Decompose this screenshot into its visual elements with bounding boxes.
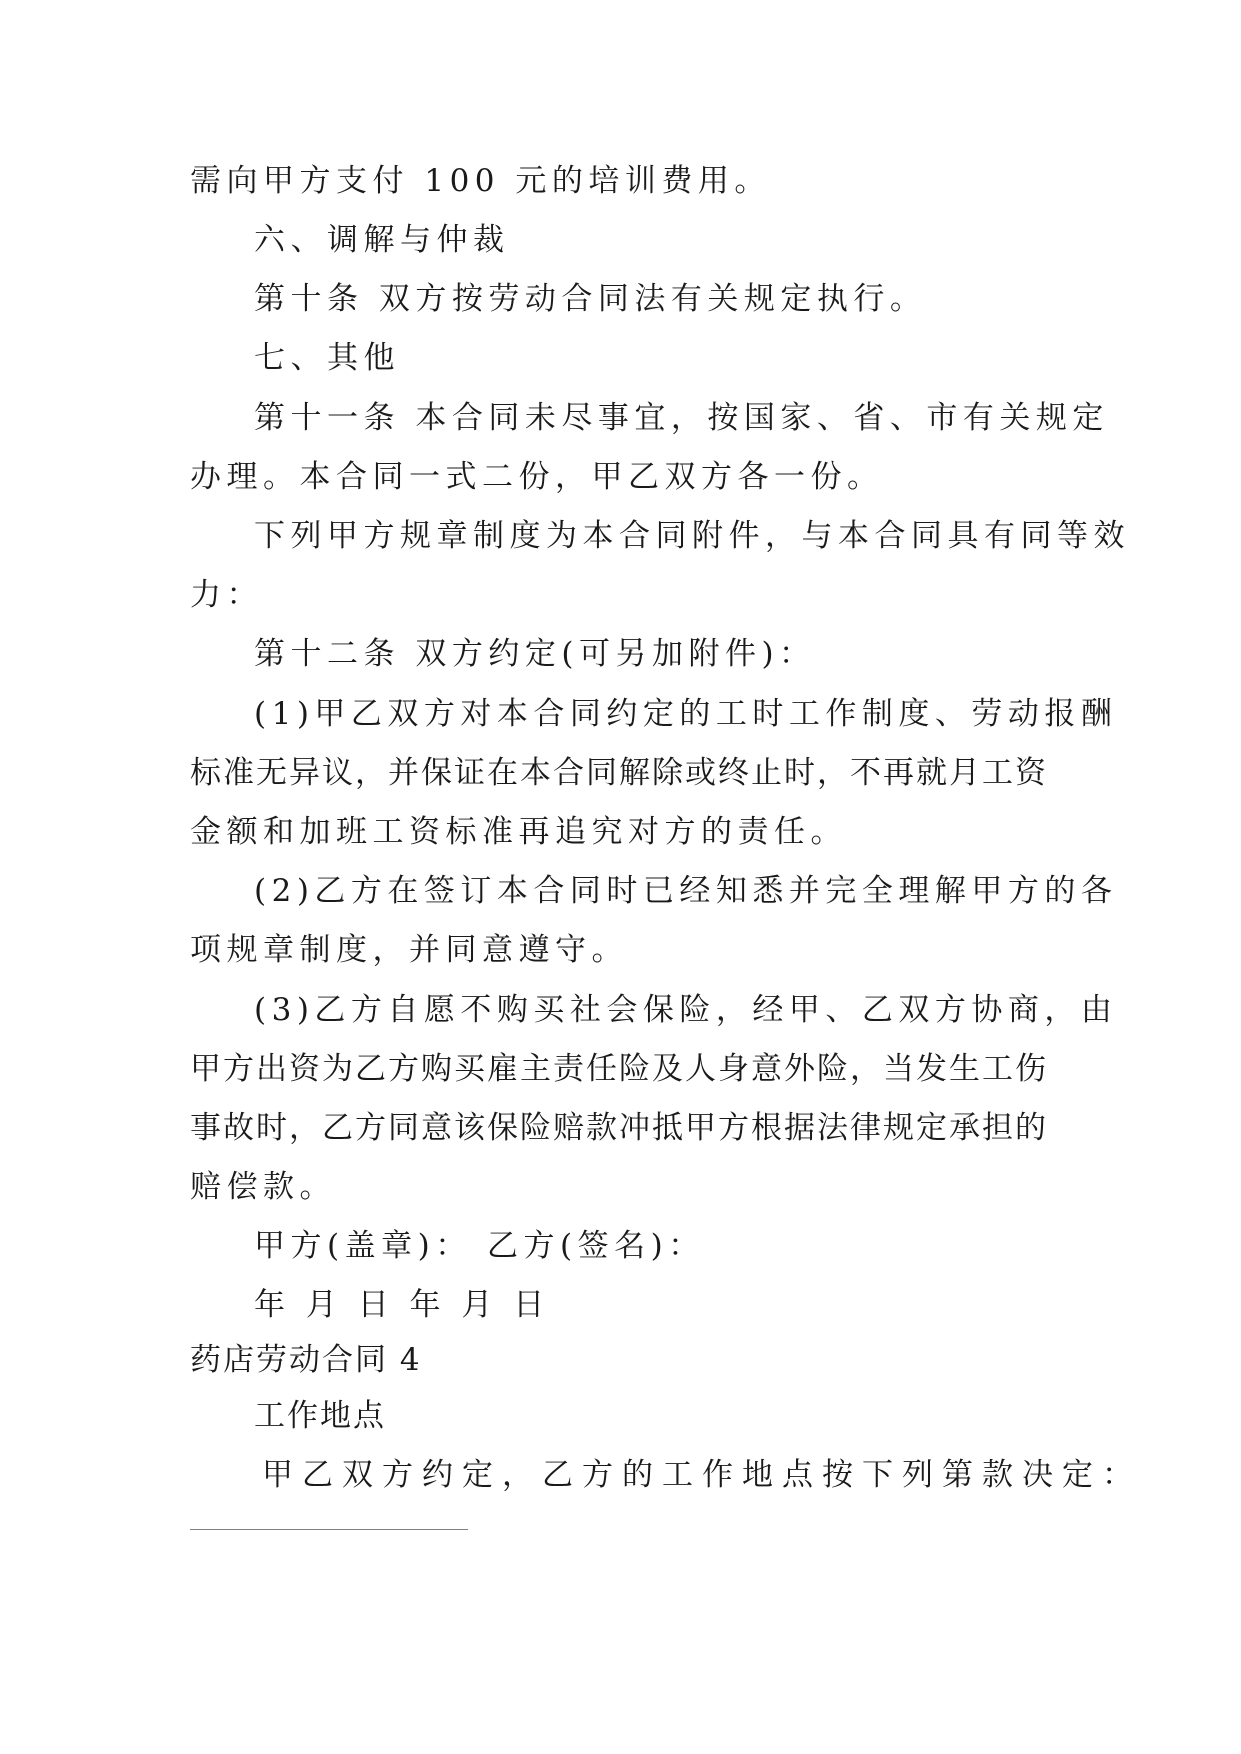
article-12: 第十二条 双方约定(可另加附件)： — [254, 636, 816, 672]
clause-3-line-2: 甲方出资为乙方购买雇主责任险及人身意外险，当发生工伤 — [190, 1051, 1048, 1087]
paragraph-line: 需向甲方支付 100 元的培训费用。 — [190, 163, 771, 199]
section-heading: 六、调解与仲裁 — [254, 222, 510, 258]
article-11-line-1: 第十一条 本合同未尽事宜，按国家、省、市有关规定 — [254, 400, 1109, 436]
paragraph-line: 甲乙双方约定，乙方的工作地点按下列第款决定： — [262, 1457, 1142, 1493]
date-line: 年 月 日 年 月 日 — [254, 1287, 550, 1323]
section-heading: 工作地点 — [254, 1398, 386, 1434]
clause-3-line-3: 事故时，乙方同意该保险赔款冲抵甲方根据法律规定承担的 — [190, 1110, 1048, 1146]
paragraph-line: 力： — [190, 577, 263, 613]
clause-1-line-1: (1)甲乙双方对本合同约定的工时工作制度、劳动报酬 — [254, 696, 1118, 732]
paragraph-line: 下列甲方规章制度为本合同附件，与本合同具有同等效 — [254, 518, 1130, 554]
clause-1-line-2: 标准无异议，并保证在本合同解除或终止时，不再就月工资 — [190, 755, 1048, 791]
clause-1-line-3: 金额和加班工资标准再追究对方的责任。 — [190, 814, 847, 850]
article-11-line-2: 办理。本合同一式二份，甲乙双方各一份。 — [190, 459, 884, 495]
clause-2-line-2: 项规章制度，并同意遵守。 — [190, 932, 628, 968]
footnote-divider — [190, 1529, 468, 1530]
clause-3-line-4: 赔偿款。 — [190, 1169, 336, 1205]
clause-3-line-1: (3)乙方自愿不购买社会保险，经甲、乙双方协商，由 — [254, 992, 1118, 1028]
contract-title: 药店劳动合同 4 — [190, 1342, 422, 1378]
section-heading: 七、其他 — [254, 340, 400, 376]
article-10: 第十条 双方按劳动合同法有关规定执行。 — [254, 281, 927, 317]
clause-2-line-1: (2)乙方在签订本合同时已经知悉并完全理解甲方的各 — [254, 873, 1118, 909]
signature-line: 甲方(盖章)： 乙方(签名)： — [254, 1228, 705, 1264]
